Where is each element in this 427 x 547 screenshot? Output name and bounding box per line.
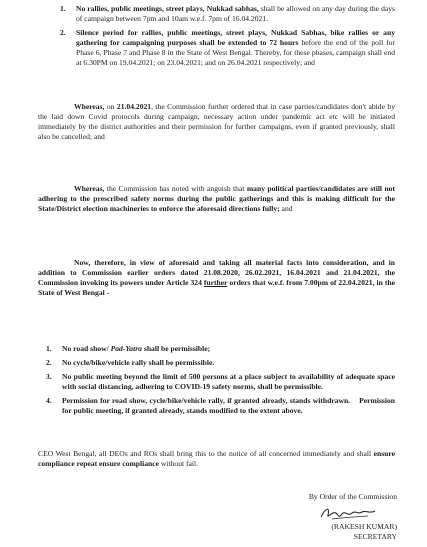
item-text: No road show/ Pad-Yatra shall be permissible; <box>62 344 211 353</box>
paragraph-whereas-1: Whereas, on 21.04.2021, the Commission further ordered that in case parties/candidates don't abide by the laid down Covid protocols during campaign, necessary action under pandemic act etc will be initiated immediately by the district authorities and their permission for further campaigns, even if granted previously, shall also be cancelled; and <box>38 102 395 142</box>
top-order-list <box>60 4 395 72</box>
item-number: 1. <box>60 4 66 13</box>
item-number: 2. <box>60 28 66 38</box>
item-number: 3. <box>46 372 52 382</box>
signature-block <box>257 492 397 542</box>
paragraph-now-therefore: Now, therefore, in view of aforesaid and taking all material facts into consideration, and in addition to Commission earlier orders dated 21.08.2020, 26.02.2021, 16.04.2021 and 21.04.2021, the Commission invoking its powers under Article 324 further orders that w.e.f. from 7.00pm of 22.04.2021, in the State of West Bengal - <box>38 258 395 298</box>
list-item <box>46 344 395 354</box>
paragraph-ceo-instruction: CEO West Bengal, all DEOs and ROs shall bring this to the notice of all concerned immediately and shall ensure compliance repeat ensure compliance without fail. <box>38 449 395 469</box>
list-item <box>46 372 395 392</box>
item-text: Permission for road show, cycle/bike/vehicle rally, if granted already, stands withdrawn. Permission for public meeting, if granted already, stands modified to the extent above. <box>62 396 397 416</box>
restrictions-list <box>46 344 395 420</box>
paragraph-whereas-2: Whereas, the Commission has noted with anguish that many political parties/candidates are still not adhering to the prescribed safety norms during the public gatherings and this is making difficult for the State/District election machineries to enforce the aforesaid directions fully; and <box>38 184 395 214</box>
list-item <box>60 28 395 68</box>
signatory-name: (RAKESH KUMAR) <box>331 522 397 532</box>
item-text: No rallies, public meetings, street plays, Nukkad sabhas, shall be allowed on any day during the days of campaign between 7pm and 10am w.e.f. 7pm of 16.04.2021. <box>76 4 395 24</box>
item-number: 1. <box>46 344 52 353</box>
item-number: 4. <box>46 396 52 406</box>
by-order-line: By Order of the Commission <box>308 492 397 501</box>
item-text: Silence period for rallies, public meetings, street plays, Nukkad Sabhas, bike rallies or any gathering for campaigning purposes shall be extended to 72 hours before the end of the poll for Phase 6, Phase 7 and Phase 8 in the State of West Bengal. Thereby, for these phases, campaign shall end at 6.30PM on 19.04.2021; on 23.04.2021; and on 26.04.2021 respectively; and <box>76 28 395 68</box>
item-text: No public meeting beyond the limit of 500 persons at a place subject to availability of adequate space with social distancing, adhering to COVID-19 safety norms, shall be permissible. <box>62 372 395 392</box>
list-item <box>46 396 395 416</box>
item-number: 2. <box>46 358 52 368</box>
item-text: No cycle/bike/vehicle rally shall be permissible. <box>62 358 215 368</box>
signatory-title: SECRETARY <box>353 532 397 542</box>
list-item <box>60 4 395 24</box>
list-item <box>46 358 395 368</box>
